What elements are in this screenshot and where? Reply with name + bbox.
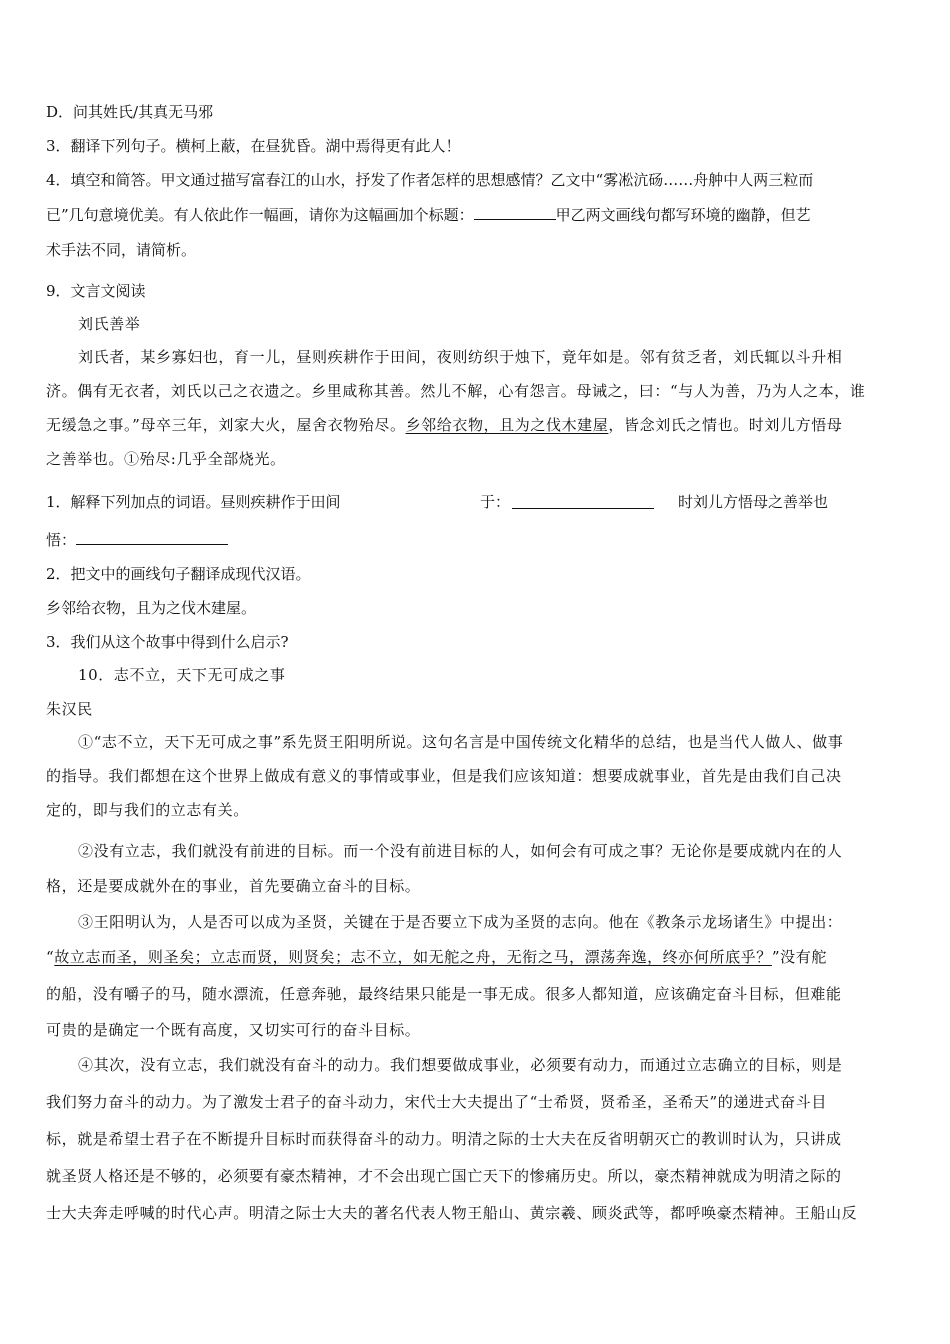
q4-text-after-blank: 甲乙两文画线句都写环境的幽静，但艺 [555, 206, 811, 224]
passage-text: 无缓急之事。”母卒三年，刘家大火，屋舍衣物殆尽。 [46, 416, 406, 434]
underlined-quote: 故立志而圣，则圣矣；立志而贤，则贤矣；志不立，如无舵之舟，无衔之马，漂荡奔逸，终亦何所底乎？ [54, 948, 772, 966]
q1-second-phrase: 时刘儿方悟母之善举也 [678, 493, 829, 511]
open-quote: “ [46, 948, 55, 966]
title-answer-blank[interactable] [474, 205, 556, 220]
q1-prompt: 1．解释下列加点的词语。昼则疾耕作于田间 [46, 493, 341, 511]
para-3-line3: 的船，没有嚼子的马，随水漂流，任意奔驰，最终结果只能是一事无成。很多人都知道，应该确定奋斗目标，但难能 [46, 985, 842, 1003]
q1-wu-label: 悟： [46, 531, 77, 549]
option-d: D．问其姓氏/其真无马邪 [46, 103, 214, 121]
para-3-line4: 可贵的是确定一个既有高度，又切实可行的奋斗目标。 [46, 1021, 421, 1039]
para-1-line1: ①“志不立，天下无可成之事”系先贤王阳明所说。这句名言是中国传统文化精华的总结，也是当代人做人、做事 [78, 733, 844, 751]
question-9-2-sentence: 乡邻给衣物，且为之伐木建屋。 [46, 599, 257, 617]
question-9-2: 2．把文中的画线句子翻译成现代汉语。 [46, 565, 311, 583]
para-1-line2: 的指导。我们都想在这个世界上做成有意义的事情或事业，但是我们应该知道：想要成就事业，首先是由我们自己决 [46, 767, 842, 785]
question-8-4-line3: 术手法不同，请简析。 [46, 241, 197, 259]
underlined-sentence: 乡邻给衣物，且为之伐木建屋 [405, 416, 609, 434]
author: 朱汉民 [46, 700, 93, 718]
passage-text: ，皆念刘氏之情也。时刘儿方悟母 [608, 416, 843, 434]
para-3-line2 [46, 947, 906, 967]
yu-answer-blank[interactable] [512, 494, 654, 509]
passage-title: 刘氏善举 [78, 315, 141, 333]
para-1-line3: 定的，即与我们的立志有关。 [46, 801, 249, 819]
question-8-3: 3．翻译下列句子。横柯上蔽，在昼犹昏。湖中焉得更有此人！ [46, 137, 461, 155]
section-9-heading: 9．文言文阅读 [46, 282, 146, 300]
para-4-line2: 我们努力奋斗的动力。为了激发士君子的奋斗动力，宋代士大夫提出了“士希贤，贤希圣，圣希天”的递进式奋斗目 [46, 1093, 827, 1111]
para-2-line2: 格，还是要成就外在的事业，首先要确立奋斗的目标。 [46, 877, 421, 895]
question-8-4-line1: 4．填空和简答。甲文通过描写富春江的山水，抒发了作者怎样的思想感情？乙文中“雾凇沆砀……舟舯中人两三粒而 [46, 171, 814, 189]
para-4-line5: 士大夫奔走呼喊的时代心声。明清之际士大夫的著名代表人物王船山、黄宗羲、顾炎武等，都呼唤豪杰精神。王船山反 [46, 1204, 858, 1222]
section-10-heading: 10．志不立，天下无可成之事 [78, 666, 286, 684]
wu-answer-blank[interactable] [76, 530, 228, 545]
para-2-line1: ②没有立志，我们就没有前进的目标。而一个没有前进目标的人，如何会有可成之事？无论你是要成就内在的人 [78, 842, 843, 860]
passage-text: ”没有舵 [771, 948, 827, 966]
question-9-3: 3．我们从这个故事中得到什么启示? [46, 633, 289, 651]
question-9-1-wu [46, 530, 906, 550]
para-4-line1: ④其次，没有立志，我们就没有奋斗的动力。我们想要做成事业，必须要有动力，而通过立志确立的目标，则是 [78, 1056, 843, 1074]
para-4-line3: 标，就是希望士君子在不断提升目标时而获得奋斗的动力。明清之际的士大夫在反省明朝灭亡的教训时认为，只讲成 [46, 1130, 842, 1148]
q4-text-before-blank: 已”几句意境优美。有人依此作一幅画，请你为这幅画加个标题： [46, 206, 474, 224]
para-4-line4: 就圣贤人格还是不够的，必须要有豪杰精神，才不会出现亡国亡天下的惨痛历史。所以，豪杰精神就成为明清之际的 [46, 1167, 842, 1185]
question-8-4-line2 [46, 205, 906, 225]
passage-9-line4: 之善举也。①殆尽:几乎全部烧光。 [46, 450, 286, 468]
passage-9-line2: 济。偶有无衣者，刘氏以己之衣遗之。乡里咸称其善。然儿不解，心有怨言。母诫之，曰：“与人为善，乃为人之本，谁 [46, 382, 866, 400]
passage-9-line3 [46, 415, 906, 435]
q1-yu-label: 于： [480, 493, 511, 511]
passage-9-line1: 刘氏者，某乡寡妇也，育一儿，昼则疾耕作于田间，夜则纺织于烛下，竟年如是。邻有贫乏者，刘氏辄以斗升相 [78, 348, 843, 366]
para-3-line1: ③王阳明认为，人是否可以成为圣贤，关键在于是否要立下成为圣贤的志向。他在《教条示龙场诸生》中提出： [78, 913, 843, 931]
